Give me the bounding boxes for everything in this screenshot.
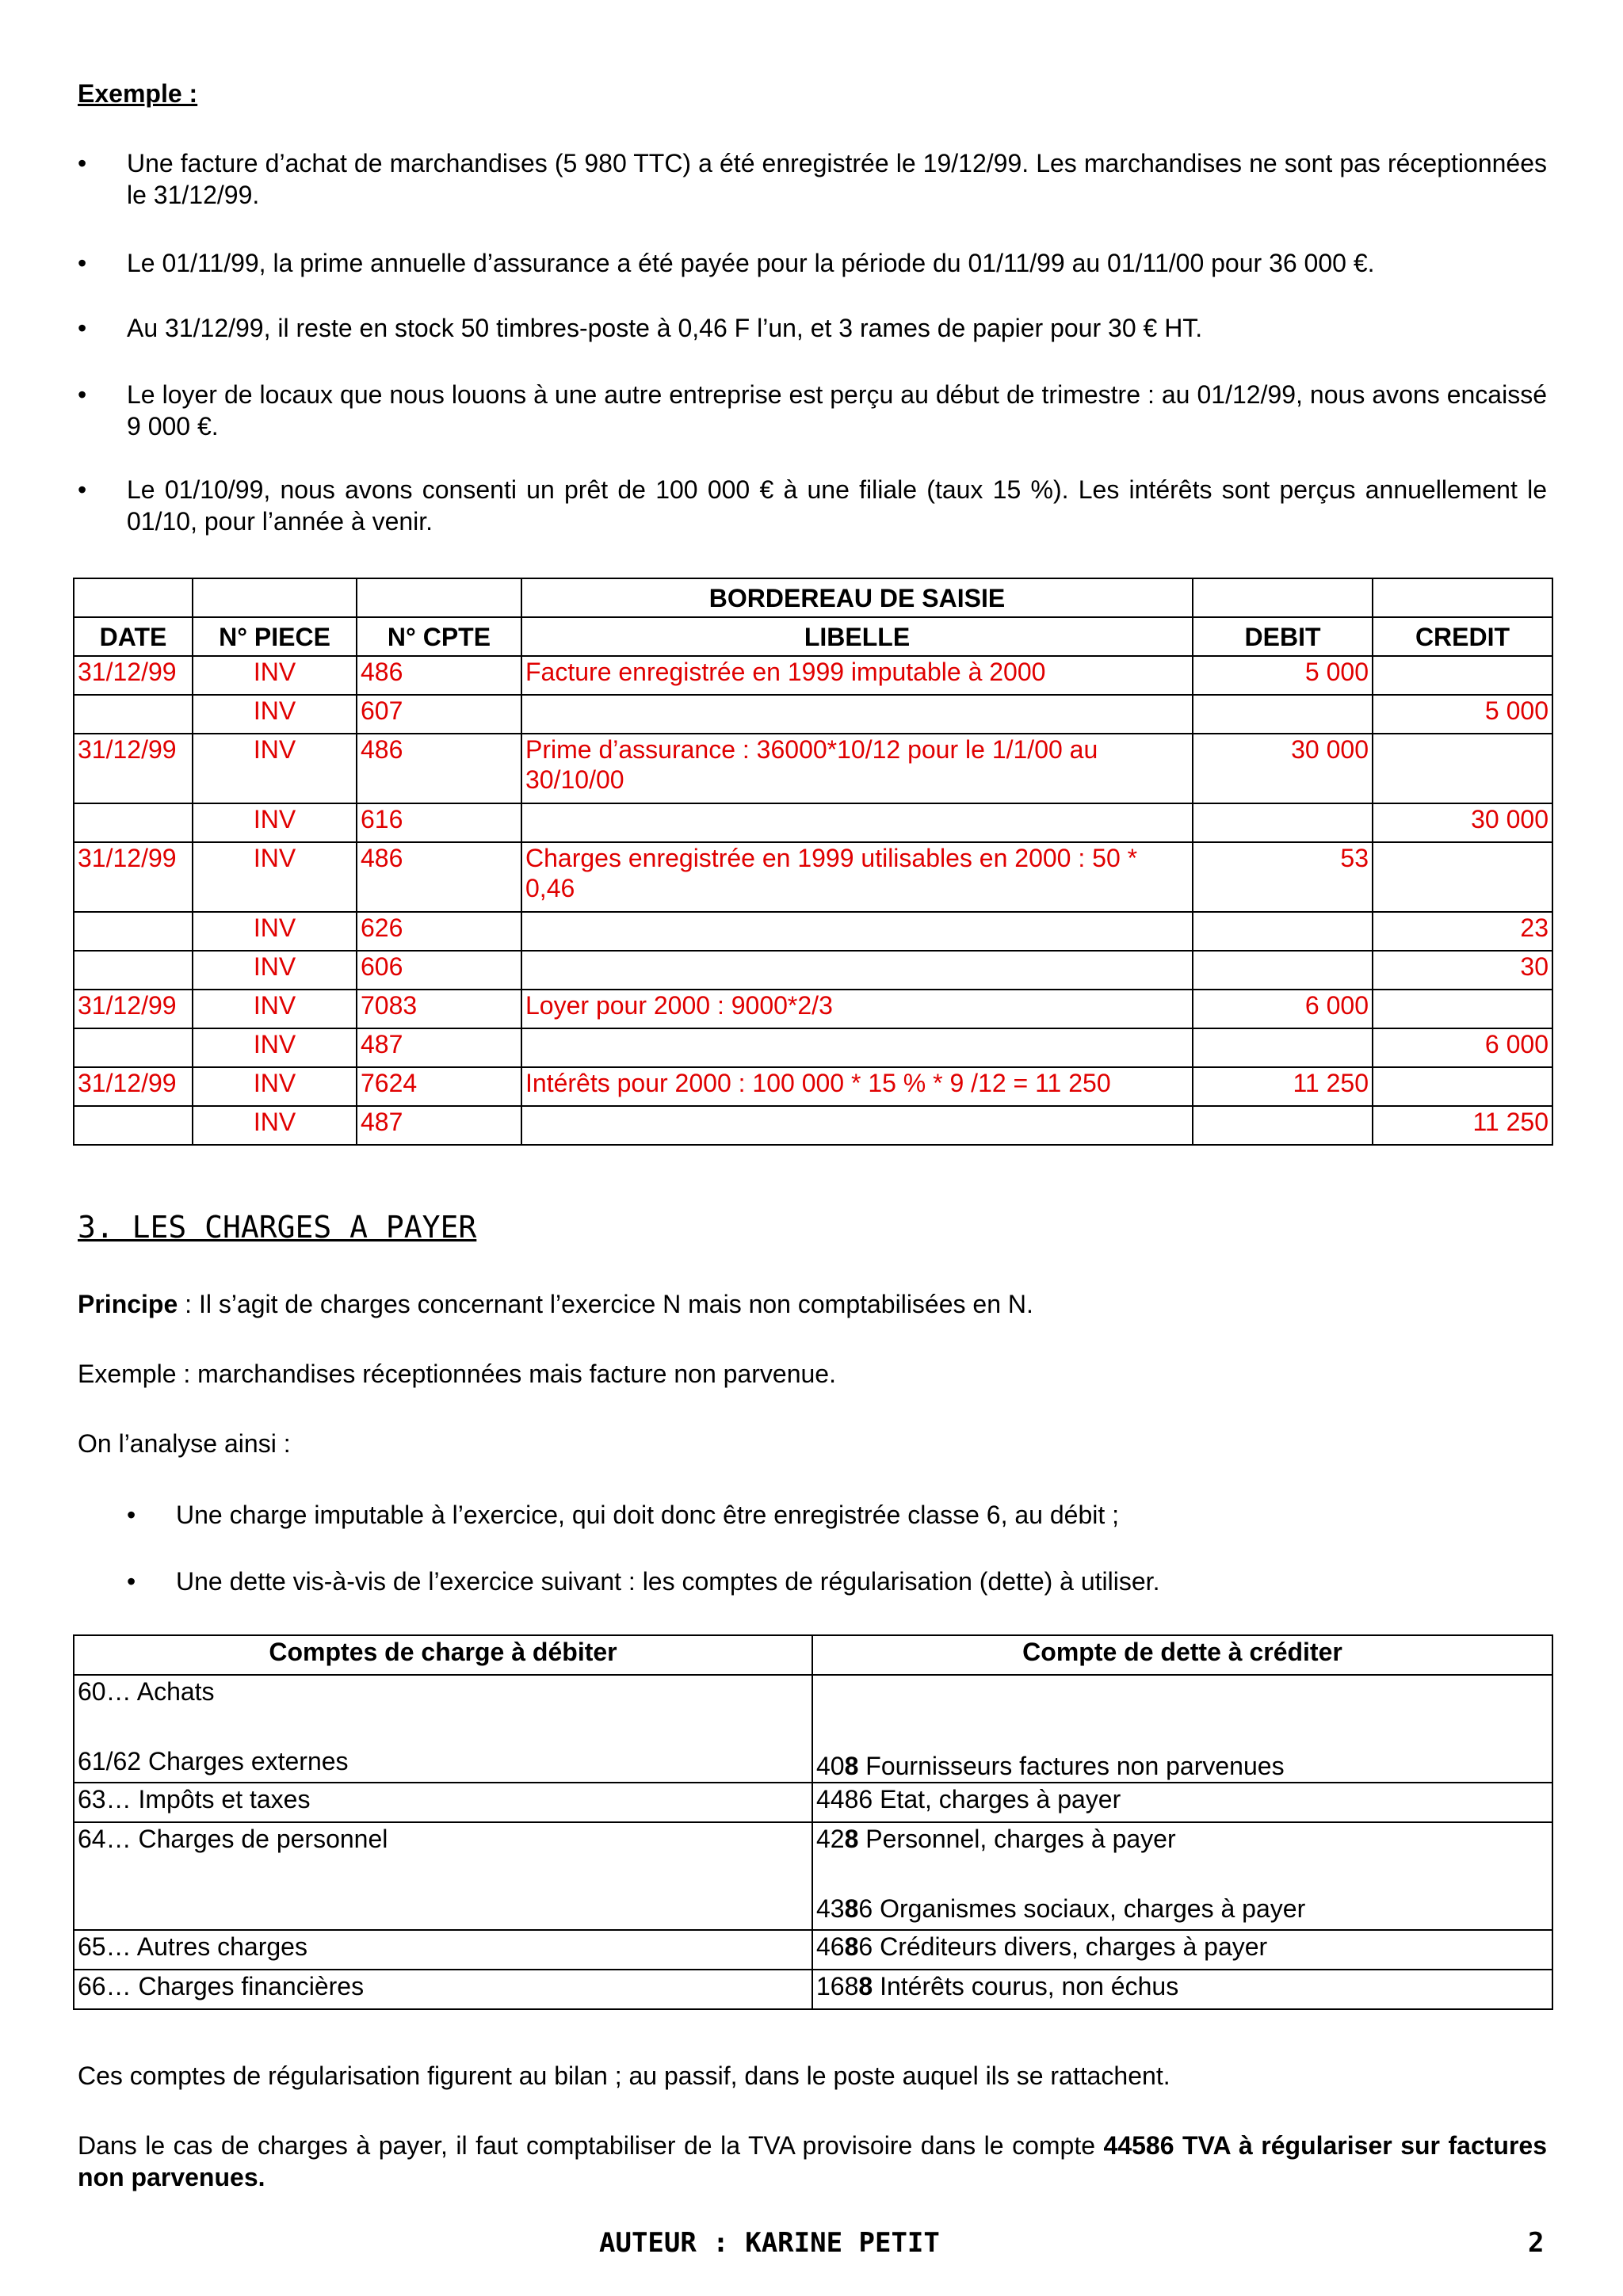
cell-dette: 428 Personnel, charges à payer: [816, 1825, 1176, 1853]
col-header-dette: Compte de dette à créditer: [812, 1635, 1552, 1675]
cell-cpte: 606: [357, 951, 521, 990]
cell-debit: 5 000: [1193, 656, 1373, 695]
cell-credit: [1373, 656, 1552, 695]
col-header-credit: CREDIT: [1373, 617, 1552, 656]
cell-date: [74, 1106, 193, 1145]
cell-cpte: 616: [357, 803, 521, 842]
table-row: [74, 1028, 1552, 1067]
cell-libelle: [521, 1106, 1193, 1145]
cell-libelle: [521, 951, 1193, 990]
list-item: [78, 247, 1547, 279]
cell-charge: 61/62 Charges externes: [78, 1747, 349, 1775]
table-row: [74, 734, 1552, 803]
cell-cpte: 486: [357, 656, 521, 695]
cell-charge: 65… Autres charges: [74, 1930, 812, 1970]
table-row: [74, 803, 1552, 842]
list-item: [78, 379, 1547, 442]
col-header-charge: Comptes de charge à débiter: [74, 1635, 812, 1675]
cell-date: [74, 695, 193, 734]
bordereau-header-row: [74, 617, 1552, 656]
bullet-text: Le 01/11/99, la prime annuelle d’assurance a été payée pour la période du 01/11/99 au 01/11/00 pour 36 000 €.: [127, 249, 1375, 277]
cell-dette: 4686 Créditeurs divers, charges à payer: [812, 1930, 1552, 1970]
col-header-date: DATE: [74, 617, 193, 656]
bullet-icon: •: [78, 249, 87, 277]
col-header-libelle: LIBELLE: [521, 617, 1193, 656]
col-header-cpte: N° CPTE: [357, 617, 521, 656]
comptes-header-row: [74, 1635, 1552, 1675]
cell-piece: INV: [193, 951, 357, 990]
cell-debit: 6 000: [1193, 990, 1373, 1028]
bullet-text: Au 31/12/99, il reste en stock 50 timbres-poste à 0,46 F l’un, et 3 rames de papier pour 30 € HT.: [127, 314, 1203, 342]
table-row: [74, 951, 1552, 990]
analyse-line: On l’analyse ainsi :: [78, 1429, 291, 1458]
cell-libelle: [521, 803, 1193, 842]
cell-credit: 5 000: [1373, 695, 1552, 734]
bullet-text: Le 01/10/99, nous avons consenti un prêt de 100 000 € à une filiale (taux 15 %). Les intérêts sont perçus annuellement le 01/10, pour l’année à venir.: [127, 475, 1547, 536]
bilan-paragraph: Ces comptes de régularisation figurent au bilan ; au passif, dans le poste auquel ils se rattachent.: [78, 2061, 1170, 2090]
cell-piece: INV: [193, 656, 357, 695]
list-item: [78, 147, 1547, 211]
bordereau-title: BORDEREAU DE SAISIE: [521, 578, 1193, 617]
cell-credit: [1373, 990, 1552, 1028]
bullet-icon: •: [78, 475, 87, 504]
principe-label: Principe: [78, 1290, 178, 1318]
table-row: [74, 1930, 1552, 1970]
cell-libelle: Charges enregistrée en 1999 utilisables en 2000 : 50 * 0,46: [521, 842, 1193, 912]
cell-credit: 11 250: [1373, 1106, 1552, 1145]
bullet-text: Une facture d’achat de marchandises (5 980 TTC) a été enregistrée le 19/12/99. Les marchandises ne sont pas réceptionnées le 31/12/99.: [127, 149, 1547, 209]
cell-debit: 30 000: [1193, 734, 1373, 803]
cell-date: [74, 803, 193, 842]
cell-credit: [1373, 842, 1552, 912]
bullet-text: Une charge imputable à l’exercice, qui doit donc être enregistrée classe 6, au débit ;: [176, 1501, 1120, 1529]
cell-date: 31/12/99: [74, 842, 193, 912]
cell-credit: [1373, 734, 1552, 803]
cell-debit: [1193, 1028, 1373, 1067]
cell-cpte: 486: [357, 842, 521, 912]
bullet-icon: •: [78, 149, 87, 177]
table-row: [74, 656, 1552, 695]
bordereau-table: [73, 578, 1553, 1146]
cell-date: 31/12/99: [74, 990, 193, 1028]
cell-piece: INV: [193, 912, 357, 951]
bullet-icon: •: [78, 314, 87, 342]
bullet-icon: •: [127, 1501, 136, 1529]
cell-debit: [1193, 803, 1373, 842]
table-row: [74, 1822, 1552, 1930]
table-row: [74, 1106, 1552, 1145]
cell-libelle: Intérêts pour 2000 : 100 000 * 15 % * 9 /12 = 11 250: [521, 1067, 1193, 1106]
table-row: [74, 842, 1552, 912]
cell-charge: 60… Achats: [78, 1677, 215, 1706]
cell-debit: [1193, 695, 1373, 734]
list-item: [127, 1566, 1160, 1597]
cell-cpte: 487: [357, 1106, 521, 1145]
cell-dette: 408 Fournisseurs factures non parvenues: [816, 1752, 1285, 1780]
cell-piece: INV: [193, 1028, 357, 1067]
cell-libelle: Facture enregistrée en 1999 imputable à 2000: [521, 656, 1193, 695]
table-row: [74, 990, 1552, 1028]
cell-credit: 6 000: [1373, 1028, 1552, 1067]
cell-date: 31/12/99: [74, 1067, 193, 1106]
cell-dette: 4386 Organismes sociaux, charges à payer: [816, 1894, 1306, 1923]
table-row: [74, 1970, 1552, 2009]
cell-debit: [1193, 1106, 1373, 1145]
list-item: [78, 312, 1547, 344]
example-title: Exemple :: [78, 79, 198, 108]
cell-cpte: 487: [357, 1028, 521, 1067]
cell-cpte: 607: [357, 695, 521, 734]
principe-paragraph: [78, 1288, 1033, 1320]
cell-date: 31/12/99: [74, 656, 193, 695]
comptes-table: [73, 1634, 1553, 2010]
table-row: [74, 912, 1552, 951]
table-row: [74, 1067, 1552, 1106]
cell-credit: 23: [1373, 912, 1552, 951]
cell-piece: INV: [193, 803, 357, 842]
cell-credit: [1373, 1067, 1552, 1106]
cell-piece: INV: [193, 1106, 357, 1145]
tva-account: 44586 TVA à régulariser sur factures non parvenues.: [78, 2131, 1548, 2191]
cell-debit: [1193, 951, 1373, 990]
cell-charge: 66… Charges financières: [74, 1970, 812, 2009]
bullet-icon: •: [78, 380, 87, 409]
col-header-piece: N° PIECE: [193, 617, 357, 656]
cell-dette: 4486 Etat, charges à payer: [812, 1783, 1552, 1822]
cell-cpte: 7624: [357, 1067, 521, 1106]
cell-credit: 30 000: [1373, 803, 1552, 842]
bullet-text: Le loyer de locaux que nous louons à une autre entreprise est perçu au début de trimestre : au 01/12/99, nous avons encaissé 9 000 €.: [127, 380, 1547, 441]
cell-piece: INV: [193, 695, 357, 734]
cell-libelle: Loyer pour 2000 : 9000*2/3: [521, 990, 1193, 1028]
cell-date: 31/12/99: [74, 734, 193, 803]
cell-charge: 64… Charges de personnel: [74, 1822, 812, 1930]
principe-text: : Il s’agit de charges concernant l’exercice N mais non comptabilisées en N.: [178, 1290, 1033, 1318]
cell-date: [74, 912, 193, 951]
footer-author: AUTEUR : KARINE PETIT: [599, 2227, 940, 2259]
page-number: 2: [1528, 2227, 1545, 2259]
list-item: [127, 1499, 1120, 1531]
table-row: [74, 1783, 1552, 1822]
table-row: [74, 1675, 1552, 1783]
bullet-text: Une dette vis-à-vis de l’exercice suivant : les comptes de régularisation (dette) à utiliser.: [176, 1567, 1160, 1596]
col-header-debit: DEBIT: [1193, 617, 1373, 656]
cell-libelle: Prime d’assurance : 36000*10/12 pour le 1/1/00 au 30/10/00: [521, 734, 1193, 803]
cell-piece: INV: [193, 1067, 357, 1106]
section-title: 3. LES CHARGES A PAYER: [78, 1210, 477, 1245]
table-row: [74, 695, 1552, 734]
cell-cpte: 626: [357, 912, 521, 951]
cell-date: [74, 951, 193, 990]
cell-libelle: [521, 695, 1193, 734]
cell-dette: 1688 Intérêts courus, non échus: [812, 1970, 1552, 2009]
cell-piece: INV: [193, 842, 357, 912]
cell-cpte: 7083: [357, 990, 521, 1028]
cell-piece: INV: [193, 734, 357, 803]
exemple-line: Exemple : marchandises réceptionnées mais facture non parvenue.: [78, 1360, 836, 1388]
cell-debit: [1193, 912, 1373, 951]
cell-debit: 53: [1193, 842, 1373, 912]
tva-paragraph: Dans le cas de charges à payer, il faut comptabiliser de la TVA provisoire dans le compte 44586 TVA à régulariser sur factures non parvenues.: [78, 2131, 1548, 2191]
cell-credit: 30: [1373, 951, 1552, 990]
cell-libelle: [521, 912, 1193, 951]
cell-date: [74, 1028, 193, 1067]
bullet-icon: •: [127, 1567, 136, 1596]
cell-libelle: [521, 1028, 1193, 1067]
cell-cpte: 486: [357, 734, 521, 803]
list-item: [78, 474, 1547, 537]
cell-debit: 11 250: [1193, 1067, 1373, 1106]
cell-piece: INV: [193, 990, 357, 1028]
cell-charge: 63… Impôts et taxes: [74, 1783, 812, 1822]
